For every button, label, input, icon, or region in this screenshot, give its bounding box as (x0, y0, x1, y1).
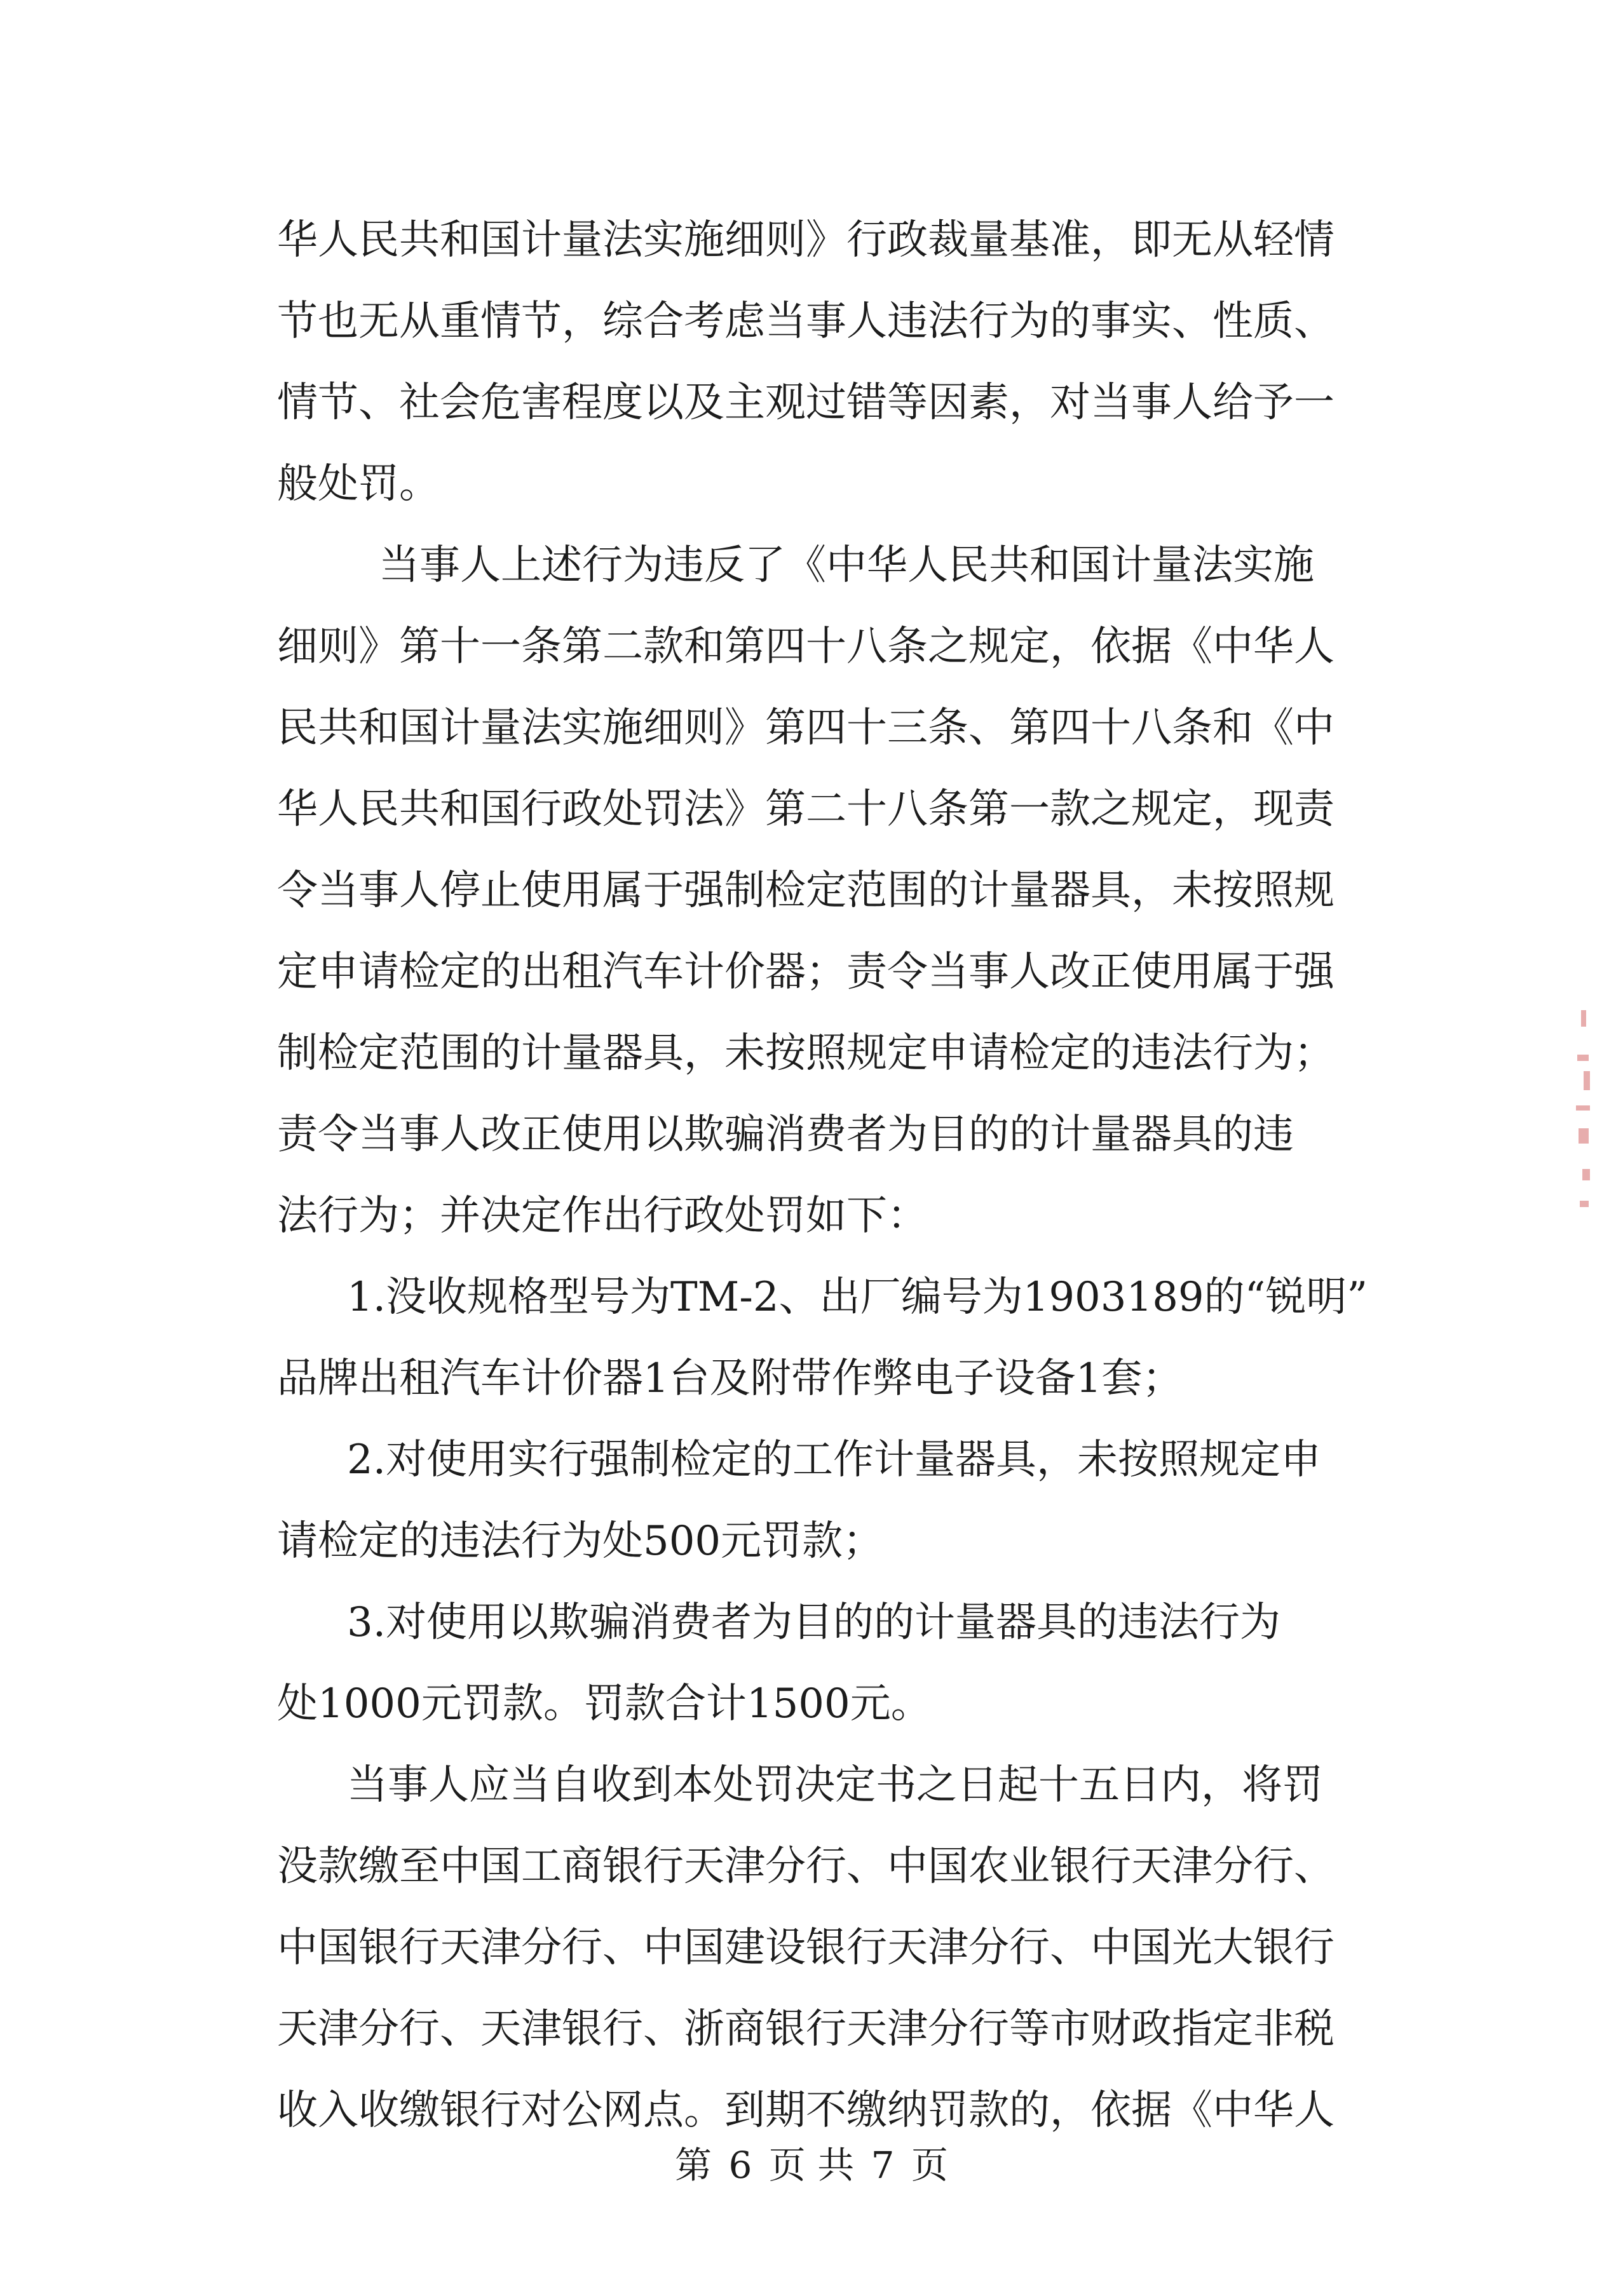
text-line: 华人民共和国计量法实施细则》行政裁量基准，即无从轻情 (277, 217, 1334, 264)
paragraph-first-line: 当事人应当自收到本处罚决定书之日起十五日内，将罚 (347, 1762, 1323, 1809)
text-line: 细则》第十一条第二款和第四十八条之规定，依据《中华人 (277, 623, 1334, 670)
footer-middle: 页 共 (768, 2144, 855, 2187)
footer-prefix: 第 (674, 2144, 712, 2187)
text-line: 责令当事人改正使用以欺骗消费者为目的的计量器具的违 (277, 1111, 1294, 1158)
total-page-number: 7 (871, 2144, 895, 2187)
text-line: 法行为；并决定作出行政处罚如下： (277, 1192, 928, 1239)
text-line: 般处罚。 (277, 461, 440, 508)
text-line: 处1000元罚款。罚款合计1500元。 (277, 1680, 932, 1727)
text-line: 天津分行、天津银行、浙商银行天津分行等市财政指定非税 (277, 2006, 1334, 2053)
paragraph-first-line: 当事人上述行为违反了《中华人民共和国计量法实施 (379, 542, 1314, 589)
penalty-item-3-line: 3.对使用以欺骗消费者为目的的计量器具的违法行为 (347, 1599, 1281, 1646)
text-line: 节也无从重情节，综合考虑当事人违法行为的事实、性质、 (277, 298, 1334, 345)
text-line: 请检定的违法行为处500元罚款； (277, 1518, 884, 1565)
text-line: 中国银行天津分行、中国建设银行天津分行、中国光大银行 (277, 1924, 1334, 1971)
text-line: 品牌出租汽车计价器1台及附带作弊电子设备1套； (277, 1355, 1183, 1402)
text-line: 定申请检定的出租汽车计价器；责令当事人改正使用属于强 (277, 949, 1334, 996)
penalty-item-2-line: 2.对使用实行强制检定的工作计量器具，未按照规定申 (347, 1436, 1322, 1483)
text-line: 制检定范围的计量器具，未按照规定申请检定的违法行为； (277, 1030, 1334, 1077)
current-page-number: 6 (728, 2144, 752, 2187)
page-number-footer (0, 2140, 1623, 2191)
text-line: 情节、社会危害程度以及主观过错等因素，对当事人给予一 (277, 379, 1334, 426)
text-line: 民共和国计量法实施细则》第四十三条、第四十八条和《中 (277, 705, 1334, 752)
text-line: 华人民共和国行政处罚法》第二十八条第一款之规定，现责 (277, 786, 1334, 833)
text-line: 令当事人停止使用属于强制检定范围的计量器具，未按照规 (277, 867, 1334, 914)
text-line: 没款缴至中国工商银行天津分行、中国农业银行天津分行、 (277, 1843, 1334, 1890)
text-line: 收入收缴银行对公网点。到期不缴纳罚款的，依据《中华人 (277, 2087, 1334, 2134)
footer-suffix: 页 (911, 2144, 949, 2187)
seal-edge-mark (1570, 1010, 1608, 1220)
penalty-item-1-line: 1.没收规格型号为TM-2、出厂编号为1903189的“锐明” (347, 1274, 1368, 1321)
